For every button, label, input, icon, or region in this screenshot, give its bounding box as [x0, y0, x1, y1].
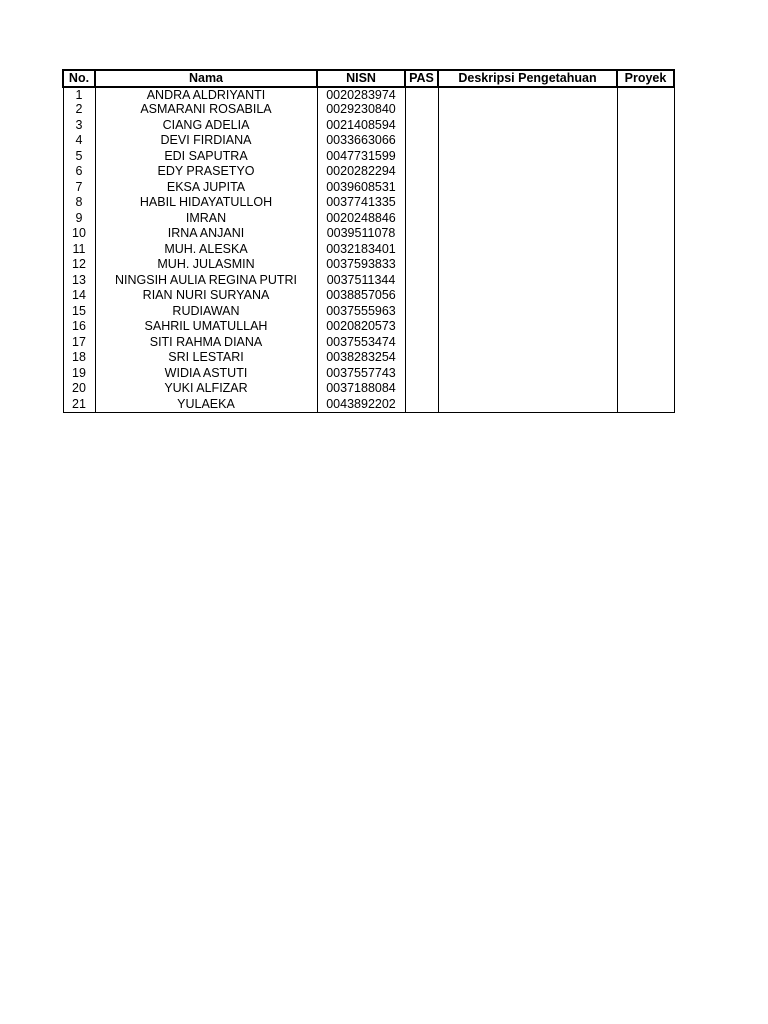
- cell-pas[interactable]: [405, 304, 438, 320]
- cell-no[interactable]: 17: [63, 335, 95, 351]
- cell-nisn[interactable]: 0033663066: [317, 133, 405, 149]
- cell-proyek[interactable]: [617, 180, 674, 196]
- table-row: [63, 118, 674, 134]
- cell-pas[interactable]: [405, 381, 438, 397]
- cell-nama[interactable]: MUH. JULASMIN: [95, 257, 317, 273]
- cell-no[interactable]: 21: [63, 397, 95, 413]
- table-row: [63, 335, 674, 351]
- cell-deskripsi[interactable]: [438, 257, 617, 273]
- cell-no[interactable]: 16: [63, 319, 95, 335]
- cell-deskripsi[interactable]: [438, 102, 617, 118]
- cell-nama[interactable]: RUDIAWAN: [95, 304, 317, 320]
- cell-proyek[interactable]: [617, 319, 674, 335]
- cell-proyek[interactable]: [617, 304, 674, 320]
- cell-nama[interactable]: EDY PRASETYO: [95, 164, 317, 180]
- cell-no[interactable]: 14: [63, 288, 95, 304]
- cell-nama[interactable]: ANDRA ALDRIYANTI: [95, 87, 317, 102]
- cell-nisn[interactable]: 0037741335: [317, 195, 405, 211]
- cell-nisn[interactable]: 0037553474: [317, 335, 405, 351]
- cell-proyek[interactable]: [617, 87, 674, 102]
- header-pas[interactable]: PAS: [405, 70, 438, 87]
- cell-nama[interactable]: HABIL HIDAYATULLOH: [95, 195, 317, 211]
- cell-pas[interactable]: [405, 350, 438, 366]
- table-row: [63, 319, 674, 335]
- cell-proyek[interactable]: [617, 133, 674, 149]
- cell-deskripsi[interactable]: [438, 211, 617, 227]
- cell-nisn[interactable]: 0039608531: [317, 180, 405, 196]
- cell-nisn[interactable]: 0020283974: [317, 87, 405, 102]
- table-row: [63, 257, 674, 273]
- table-row: [63, 288, 674, 304]
- cell-pas[interactable]: [405, 87, 438, 102]
- table-row: [63, 226, 674, 242]
- cell-pas[interactable]: [405, 226, 438, 242]
- cell-deskripsi[interactable]: [438, 180, 617, 196]
- cell-nama[interactable]: ASMARANI ROSABILA: [95, 102, 317, 118]
- cell-nama[interactable]: DEVI FIRDIANA: [95, 133, 317, 149]
- table-row: [63, 304, 674, 320]
- cell-pas[interactable]: [405, 335, 438, 351]
- cell-proyek[interactable]: [617, 366, 674, 382]
- cell-nama[interactable]: WIDIA ASTUTI: [95, 366, 317, 382]
- cell-proyek[interactable]: [617, 257, 674, 273]
- cell-pas[interactable]: [405, 288, 438, 304]
- cell-nisn[interactable]: 0037557743: [317, 366, 405, 382]
- cell-no[interactable]: 6: [63, 164, 95, 180]
- cell-pas[interactable]: [405, 257, 438, 273]
- cell-proyek[interactable]: [617, 242, 674, 258]
- cell-nisn[interactable]: 0032183401: [317, 242, 405, 258]
- header-no[interactable]: No.: [63, 70, 95, 87]
- cell-deskripsi[interactable]: [438, 397, 617, 413]
- header-row: [63, 70, 674, 87]
- cell-pas[interactable]: [405, 242, 438, 258]
- cell-no[interactable]: 2: [63, 102, 95, 118]
- table-row: [63, 366, 674, 382]
- cell-proyek[interactable]: [617, 288, 674, 304]
- cell-proyek[interactable]: [617, 195, 674, 211]
- cell-proyek[interactable]: [617, 226, 674, 242]
- cell-no[interactable]: 4: [63, 133, 95, 149]
- table-row: [63, 242, 674, 258]
- cell-no[interactable]: 13: [63, 273, 95, 289]
- cell-nama[interactable]: YUKI ALFIZAR: [95, 381, 317, 397]
- cell-no[interactable]: 20: [63, 381, 95, 397]
- cell-nama[interactable]: NINGSIH AULIA REGINA PUTRI: [95, 273, 317, 289]
- table-row: [63, 195, 674, 211]
- table-row: [63, 273, 674, 289]
- table-body: [63, 87, 674, 413]
- cell-pas[interactable]: [405, 164, 438, 180]
- header-proyek[interactable]: Proyek: [617, 70, 674, 87]
- cell-nisn[interactable]: 0029230840: [317, 102, 405, 118]
- student-sheet: [62, 69, 675, 413]
- cell-pas[interactable]: [405, 319, 438, 335]
- cell-nisn[interactable]: 0037188084: [317, 381, 405, 397]
- cell-pas[interactable]: [405, 133, 438, 149]
- cell-proyek[interactable]: [617, 397, 674, 413]
- table-header: [63, 70, 674, 87]
- cell-pas[interactable]: [405, 397, 438, 413]
- cell-no[interactable]: 1: [63, 87, 95, 102]
- cell-nisn[interactable]: 0043892202: [317, 397, 405, 413]
- table-row: [63, 397, 674, 413]
- cell-deskripsi[interactable]: [438, 164, 617, 180]
- header-nama[interactable]: Nama: [95, 70, 317, 87]
- cell-pas[interactable]: [405, 366, 438, 382]
- cell-proyek[interactable]: [617, 350, 674, 366]
- cell-deskripsi[interactable]: [438, 381, 617, 397]
- cell-nisn[interactable]: 0020820573: [317, 319, 405, 335]
- header-deskripsi[interactable]: Deskripsi Pengetahuan: [438, 70, 617, 87]
- cell-nama[interactable]: EDI SAPUTRA: [95, 149, 317, 165]
- cell-pas[interactable]: [405, 211, 438, 227]
- cell-nama[interactable]: RIAN NURI SURYANA: [95, 288, 317, 304]
- cell-deskripsi[interactable]: [438, 288, 617, 304]
- table-row: [63, 133, 674, 149]
- cell-nisn[interactable]: 0020282294: [317, 164, 405, 180]
- cell-pas[interactable]: [405, 180, 438, 196]
- cell-proyek[interactable]: [617, 118, 674, 134]
- cell-proyek[interactable]: [617, 381, 674, 397]
- cell-no[interactable]: 12: [63, 257, 95, 273]
- cell-proyek[interactable]: [617, 164, 674, 180]
- cell-no[interactable]: 10: [63, 226, 95, 242]
- cell-deskripsi[interactable]: [438, 118, 617, 134]
- table-row: [63, 87, 674, 102]
- header-nisn[interactable]: NISN: [317, 70, 405, 87]
- cell-pas[interactable]: [405, 195, 438, 211]
- cell-nama[interactable]: EKSA JUPITA: [95, 180, 317, 196]
- cell-proyek[interactable]: [617, 335, 674, 351]
- cell-no[interactable]: 15: [63, 304, 95, 320]
- cell-deskripsi[interactable]: [438, 350, 617, 366]
- cell-nisn[interactable]: 0037593833: [317, 257, 405, 273]
- cell-pas[interactable]: [405, 102, 438, 118]
- table-row: [63, 350, 674, 366]
- cell-nama[interactable]: SRI LESTARI: [95, 350, 317, 366]
- cell-deskripsi[interactable]: [438, 133, 617, 149]
- cell-nama[interactable]: YULAEKA: [95, 397, 317, 413]
- cell-nama[interactable]: CIANG ADELIA: [95, 118, 317, 134]
- cell-pas[interactable]: [405, 149, 438, 165]
- cell-proyek[interactable]: [617, 102, 674, 118]
- cell-deskripsi[interactable]: [438, 319, 617, 335]
- cell-no[interactable]: 8: [63, 195, 95, 211]
- cell-nama[interactable]: IRNA ANJANI: [95, 226, 317, 242]
- cell-deskripsi[interactable]: [438, 226, 617, 242]
- cell-no[interactable]: 11: [63, 242, 95, 258]
- cell-nisn[interactable]: 0021408594: [317, 118, 405, 134]
- cell-deskripsi[interactable]: [438, 149, 617, 165]
- cell-deskripsi[interactable]: [438, 366, 617, 382]
- cell-proyek[interactable]: [617, 211, 674, 227]
- cell-nama[interactable]: IMRAN: [95, 211, 317, 227]
- cell-no[interactable]: 18: [63, 350, 95, 366]
- cell-nisn[interactable]: 0047731599: [317, 149, 405, 165]
- cell-nama[interactable]: MUH. ALESKA: [95, 242, 317, 258]
- cell-pas[interactable]: [405, 273, 438, 289]
- cell-nisn[interactable]: 0020248846: [317, 211, 405, 227]
- cell-nisn[interactable]: 0039511078: [317, 226, 405, 242]
- cell-no[interactable]: 7: [63, 180, 95, 196]
- cell-nisn[interactable]: 0038857056: [317, 288, 405, 304]
- cell-deskripsi[interactable]: [438, 87, 617, 102]
- cell-proyek[interactable]: [617, 273, 674, 289]
- student-table: [62, 69, 675, 413]
- table-row: [63, 164, 674, 180]
- cell-pas[interactable]: [405, 118, 438, 134]
- cell-nama[interactable]: SAHRIL UMATULLAH: [95, 319, 317, 335]
- cell-no[interactable]: 19: [63, 366, 95, 382]
- cell-nisn[interactable]: 0037511344: [317, 273, 405, 289]
- cell-no[interactable]: 3: [63, 118, 95, 134]
- table-row: [63, 149, 674, 165]
- cell-deskripsi[interactable]: [438, 335, 617, 351]
- cell-proyek[interactable]: [617, 149, 674, 165]
- cell-deskripsi[interactable]: [438, 195, 617, 211]
- table-row: [63, 381, 674, 397]
- cell-nisn[interactable]: 0037555963: [317, 304, 405, 320]
- table-row: [63, 211, 674, 227]
- cell-nisn[interactable]: 0038283254: [317, 350, 405, 366]
- cell-no[interactable]: 9: [63, 211, 95, 227]
- cell-no[interactable]: 5: [63, 149, 95, 165]
- table-row: [63, 102, 674, 118]
- cell-nama[interactable]: SITI RAHMA DIANA: [95, 335, 317, 351]
- cell-deskripsi[interactable]: [438, 273, 617, 289]
- cell-deskripsi[interactable]: [438, 304, 617, 320]
- table-row: [63, 180, 674, 196]
- cell-deskripsi[interactable]: [438, 242, 617, 258]
